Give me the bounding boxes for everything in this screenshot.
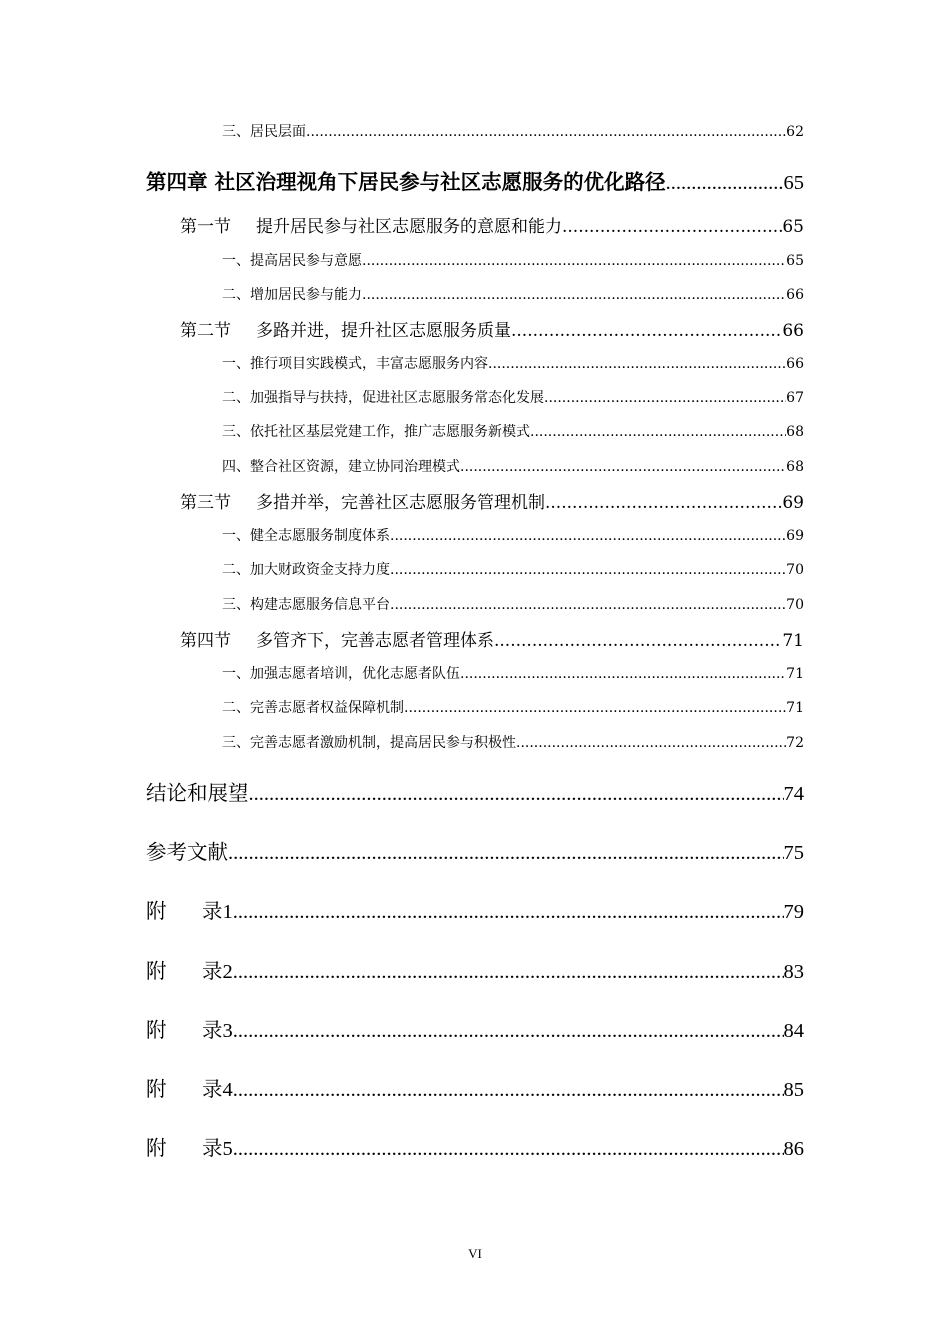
section-number: 第四节	[180, 631, 231, 651]
conclusion-title: 结论和展望	[146, 781, 249, 805]
section-page: 71	[782, 631, 804, 651]
dot-leader	[511, 321, 782, 341]
toc-item-page: 71	[786, 666, 804, 682]
toc-item-page: 62	[786, 124, 804, 140]
dot-leader	[233, 1079, 784, 1102]
toc-item-title: 三、居民层面	[222, 124, 306, 140]
toc-item[interactable]	[222, 353, 804, 373]
toc-section-3[interactable]	[180, 488, 804, 513]
toc-item[interactable]	[222, 559, 804, 579]
toc-appendix-4[interactable]	[146, 1072, 804, 1102]
appendix-page: 85	[783, 1079, 804, 1101]
toc-section-2[interactable]	[180, 316, 804, 341]
toc-appendix-2[interactable]	[146, 954, 804, 984]
toc-item-page: 72	[786, 735, 804, 751]
conclusion-page: 74	[783, 783, 804, 805]
toc-item[interactable]	[222, 421, 804, 441]
dot-leader	[666, 172, 784, 195]
appendix-number: 1	[222, 901, 233, 923]
dot-leader	[460, 666, 786, 682]
dot-leader	[228, 842, 784, 865]
toc-item-title: 二、完善志愿者权益保障机制	[222, 700, 404, 716]
section-title: 多管齐下，完善志愿者管理体系	[256, 631, 494, 651]
appendix-label-a: 附	[146, 959, 167, 983]
dot-leader	[390, 562, 786, 578]
toc-item[interactable]	[222, 594, 804, 614]
dot-leader	[233, 1020, 784, 1043]
toc-item[interactable]	[222, 732, 804, 752]
toc-appendix-5[interactable]	[146, 1131, 804, 1161]
toc-conclusion[interactable]	[146, 776, 804, 806]
appendix-label-a: 附	[146, 1018, 167, 1042]
section-page: 69	[782, 493, 804, 513]
toc-item-page: 68	[786, 424, 804, 440]
dot-leader	[362, 287, 786, 303]
toc-item-page: 69	[786, 528, 804, 544]
toc-item[interactable]	[222, 250, 804, 270]
toc-item-title: 一、推行项目实践模式，丰富志愿服务内容	[222, 356, 488, 372]
toc-item-title: 三、构建志愿服务信息平台	[222, 597, 390, 613]
toc-item-page: 65	[786, 253, 804, 269]
appendix-label-b: 录	[202, 959, 223, 983]
appendix-label-a: 附	[146, 1136, 167, 1160]
dot-leader	[390, 597, 786, 613]
dot-leader	[404, 700, 786, 716]
appendix-number: 2	[222, 961, 233, 983]
toc-item[interactable]	[222, 456, 804, 476]
appendix-number: 4	[222, 1079, 233, 1101]
section-title: 多路并进，提升社区志愿服务质量	[256, 321, 511, 341]
section-number: 第一节	[180, 217, 231, 237]
dot-leader	[233, 961, 784, 984]
dot-leader	[233, 901, 784, 924]
dot-leader	[494, 631, 782, 651]
dot-leader	[516, 735, 786, 751]
toc-appendix-3[interactable]	[146, 1013, 804, 1043]
dot-leader	[562, 217, 782, 237]
appendix-number: 5	[222, 1138, 233, 1160]
toc-item-page: 67	[786, 390, 804, 406]
appendix-number: 3	[222, 1020, 233, 1042]
dot-leader	[306, 124, 786, 140]
appendix-label-a: 附	[146, 899, 167, 923]
dot-leader	[530, 424, 786, 440]
dot-leader	[233, 1138, 784, 1161]
appendix-label-b: 录	[202, 1077, 223, 1101]
appendix-page: 83	[783, 961, 804, 983]
toc-section-1[interactable]	[180, 212, 804, 237]
appendix-label-b: 录	[202, 899, 223, 923]
dot-leader	[362, 253, 786, 269]
toc-item[interactable]	[222, 284, 804, 304]
toc-item-page: 66	[786, 356, 804, 372]
toc-item-title: 一、加强志愿者培训，优化志愿者队伍	[222, 666, 460, 682]
chapter-page: 65	[783, 172, 804, 194]
references-page: 75	[783, 842, 804, 864]
dot-leader	[488, 356, 786, 372]
references-title: 参考文献	[146, 840, 228, 864]
toc-item-title: 一、提高居民参与意愿	[222, 253, 362, 269]
appendix-label-b: 录	[202, 1136, 223, 1160]
appendix-label-a: 附	[146, 1077, 167, 1101]
toc-item-title: 二、增加居民参与能力	[222, 287, 362, 303]
section-title: 多措并举，完善社区志愿服务管理机制	[256, 493, 545, 513]
toc-item-page: 68	[786, 459, 804, 475]
toc-item-title: 二、加大财政资金支持力度	[222, 562, 390, 578]
toc-item-title: 一、健全志愿服务制度体系	[222, 528, 390, 544]
appendix-page: 86	[783, 1138, 804, 1160]
toc-chapter-4[interactable]	[146, 165, 804, 195]
appendix-page: 79	[783, 901, 804, 923]
toc-item[interactable]	[222, 525, 804, 545]
dot-leader	[545, 493, 782, 513]
toc-item-page: 70	[786, 597, 804, 613]
section-number: 第三节	[180, 493, 231, 513]
toc-item-page: 66	[786, 287, 804, 303]
section-title: 提升居民参与社区志愿服务的意愿和能力	[256, 217, 562, 237]
dot-leader	[249, 783, 784, 806]
dot-leader	[460, 459, 786, 475]
toc-item-title: 二、加强指导与扶持，促进社区志愿服务常态化发展	[222, 390, 544, 406]
toc-appendix-1[interactable]	[146, 894, 804, 924]
toc-section-4[interactable]	[180, 626, 804, 651]
section-number: 第二节	[180, 321, 231, 341]
toc-item-title: 三、完善志愿者激励机制，提高居民参与积极性	[222, 735, 516, 751]
dot-leader	[390, 528, 786, 544]
page-number-footer: VI	[468, 1246, 482, 1261]
chapter-title: 第四章 社区治理视角下居民参与社区志愿服务的优化路径	[146, 170, 666, 194]
toc-references[interactable]	[146, 835, 804, 865]
toc-item-title: 三、依托社区基层党建工作，推广志愿服务新模式	[222, 424, 530, 440]
toc-item[interactable]	[222, 697, 804, 717]
section-page: 65	[782, 217, 804, 237]
appendix-label-b: 录	[202, 1018, 223, 1042]
toc-item-title: 四、整合社区资源，建立协同治理模式	[222, 459, 460, 475]
toc-item[interactable]	[222, 663, 804, 683]
toc-item-page: 70	[786, 562, 804, 578]
toc-item-residents-level[interactable]	[222, 121, 804, 141]
dot-leader	[544, 390, 786, 406]
appendix-page: 84	[783, 1020, 804, 1042]
section-page: 66	[782, 321, 804, 341]
toc-item-page: 71	[786, 700, 804, 716]
toc-item[interactable]	[222, 387, 804, 407]
